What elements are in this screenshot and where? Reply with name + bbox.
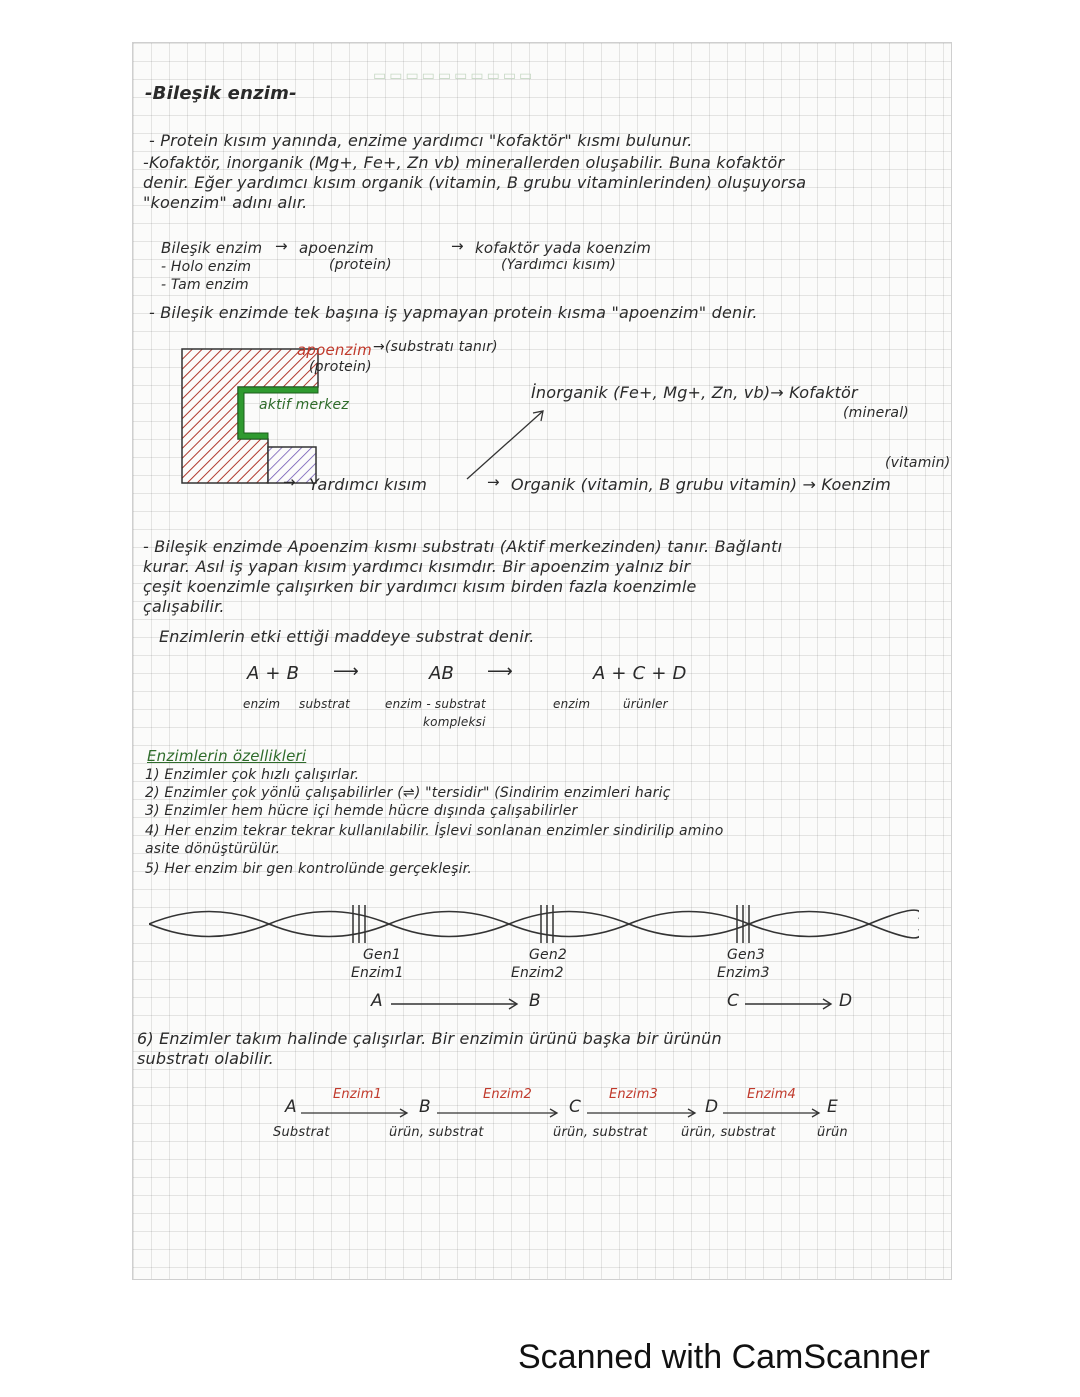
arrow-organik: →: [487, 473, 500, 491]
arrow-2: →: [451, 237, 464, 255]
gene-2-label: Gen2: [529, 947, 568, 963]
chain-enzim-4: Enzim4: [747, 1087, 797, 1102]
arrow-yardimci: →: [283, 473, 296, 491]
connector-line: [463, 403, 553, 483]
properties-heading: Enzimlerin özellikleri: [147, 747, 307, 765]
scheme-apoenzim: apoenzim: [299, 239, 374, 257]
chain-label-2: ürün, substrat: [389, 1125, 484, 1140]
scanner-footer: Scanned with CamScanner: [518, 1338, 931, 1376]
reaction-enzim-2: enzim: [553, 697, 591, 711]
property-2: 2) Enzimler çok yönlü çalışabilirler (⇌) "tersidir" (Sindirim enzimleri hariç: [145, 785, 671, 801]
chain-e: E: [827, 1097, 838, 1117]
gene-chain-a: A: [371, 991, 383, 1011]
reaction-urunler: ürünler: [623, 697, 668, 711]
para2-line-2: kurar. Asıl iş yapan kısım yardımcı kısımdır. Bir apoenzim yalnız bir: [143, 557, 691, 576]
property-6-line-2: substratı olabilir.: [137, 1049, 274, 1068]
gene-chain-c: C: [727, 991, 740, 1011]
intro-line-3: denir. Eğer yardımcı kısım organik (vitamin, B grubu vitaminlerinden) oluşuyorsa: [143, 173, 807, 192]
chain-label-substrat: Substrat: [273, 1125, 330, 1140]
chain-d: D: [705, 1097, 719, 1117]
chain-label-5: ürün: [817, 1125, 848, 1140]
reaction-substrat: substrat: [299, 697, 351, 711]
chain-arrow-3: [587, 1107, 699, 1119]
arrow-1: →: [275, 237, 288, 255]
scheme-yardimci: (Yardımcı kısım): [501, 257, 616, 273]
chain-arrow-2: [437, 1107, 561, 1119]
chain-a: A: [285, 1097, 297, 1117]
reaction-kompleks-2: kompleksi: [423, 715, 486, 729]
diagram-yardimci-kisim: Yardımcı kısım: [309, 475, 428, 494]
para2-line-4: çalışabilir.: [143, 597, 225, 616]
reaction-acd: A + C + D: [593, 663, 687, 684]
intro-line-1: - Protein kısım yanında, enzime yardımcı "kofaktör" kısmı bulunur.: [149, 131, 693, 150]
reaction-enzim: enzim: [243, 697, 281, 711]
diagram-protein: (protein): [309, 359, 372, 375]
scheme-tam: - Tam enzim: [161, 277, 249, 293]
reaction-a-b: A + B: [247, 663, 300, 684]
scheme-bilesik: Bileşik enzim: [161, 239, 263, 257]
intro-line-4: "koenzim" adını alır.: [143, 193, 308, 212]
para2-line-5: Enzimlerin etki ettiği maddeye substrat denir.: [159, 627, 535, 646]
scheme-protein: (protein): [329, 257, 392, 273]
reaction-kompleks-1: enzim - substrat: [385, 697, 486, 711]
reaction-ab: AB: [429, 663, 455, 684]
chain-enzim-3: Enzim3: [609, 1087, 659, 1102]
property-5: 5) Her enzim bir gen kontrolünde gerçekleşir.: [145, 861, 473, 877]
reaction-arrow-2: ⟶: [487, 661, 514, 682]
para2-line-3: çeşit koenzimle çalışırken bir yardımcı kısım birden fazla koenzimle: [143, 577, 697, 596]
diagram-vitamin: (vitamin): [885, 455, 951, 471]
diagram-substrat-note: →(substratı tanır): [373, 339, 498, 355]
reaction-arrow-1: ⟶: [333, 661, 360, 682]
para2-line-1: - Bileşik enzimde Apoenzim kısmı substratı (Aktif merkezinden) tanır. Bağlantı: [143, 537, 783, 556]
property-6-line-1: 6) Enzimler takım halinde çalışırlar. Bir enzimin ürünü başka bir ürünün: [137, 1029, 722, 1048]
gene-chain-d: D: [839, 991, 853, 1011]
apoenzim-definition: - Bileşik enzimde tek başına iş yapmayan protein kısma "apoenzim" denir.: [149, 303, 758, 322]
gene-chain-arrow-1: [391, 997, 521, 1011]
notebook-page: [132, 42, 952, 1280]
diagram-organik: Organik (vitamin, B grubu vitamin) → Koenzim: [511, 475, 891, 494]
gene-3-label: Gen3: [727, 947, 766, 963]
property-3: 3) Enzimler hem hücre içi hemde hücre dışında çalışabilirler: [145, 803, 578, 819]
property-4b: asite dönüştürülür.: [145, 841, 281, 857]
page-title: -Bileşik enzim-: [145, 83, 297, 104]
diagram-inorganik: İnorganik (Fe+, Mg+, Zn, vb)→ Kofaktör: [531, 383, 858, 402]
chain-label-3: ürün, substrat: [553, 1125, 648, 1140]
chain-arrow-1: [301, 1107, 411, 1119]
chain-enzim-2: Enzim2: [483, 1087, 533, 1102]
chain-c: C: [569, 1097, 582, 1117]
property-1: 1) Enzimler çok hızlı çalışırlar.: [145, 767, 360, 783]
enzyme-2-label: Enzim2: [511, 965, 564, 981]
scheme-kofaktor: kofaktör yada koenzim: [475, 239, 652, 257]
gene-chain-arrow-2: [745, 997, 835, 1011]
chain-enzim-1: Enzim1: [333, 1087, 383, 1102]
chain-b: B: [419, 1097, 431, 1117]
diagram-apoenzim: apoenzim: [297, 341, 372, 359]
chain-arrow-4: [723, 1107, 823, 1119]
intro-line-2: -Kofaktör, inorganik (Mg+, Fe+, Zn vb) minerallerden oluşabilir. Buna kofaktör: [143, 153, 785, 172]
enzyme-1-label: Enzim1: [351, 965, 404, 981]
diagram-aktif-merkez: aktif merkez: [259, 397, 349, 413]
enzyme-diagram: [178, 343, 328, 493]
diagram-mineral: (mineral): [843, 405, 909, 421]
property-4a: 4) Her enzim tekrar tekrar kullanılabilir. İşlevi sonlanan enzimler sindirilip amino: [145, 823, 724, 839]
faint-stamp-mark: ▭▭▭▭▭▭▭▭▭▭: [373, 67, 536, 83]
gene-chain-b: B: [529, 991, 541, 1011]
enzyme-3-label: Enzim3: [717, 965, 770, 981]
scheme-holo: - Holo enzim: [161, 259, 252, 275]
active-site-shape: [238, 387, 318, 439]
gene-1-label: Gen1: [363, 947, 402, 963]
dna-strand: [149, 899, 919, 949]
chain-label-4: ürün, substrat: [681, 1125, 776, 1140]
